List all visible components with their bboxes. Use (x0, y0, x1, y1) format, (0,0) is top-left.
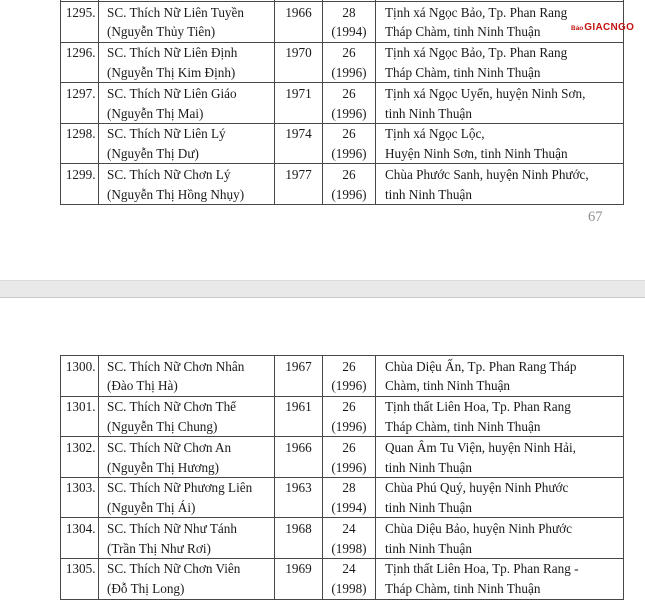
age-value: 26 (342, 358, 356, 374)
ordination-year: (1996) (331, 378, 367, 394)
name-cell (99, 437, 275, 478)
ordination-year: (1998) (331, 581, 367, 597)
watermark-title: GIACNGO (584, 22, 635, 33)
address-cell (376, 559, 624, 600)
address-line1: Chùa Diệu Ấn, Tp. Phan Rang Tháp (385, 358, 577, 374)
secular-name: (Nguyễn Thị Kim Định) (107, 65, 236, 80)
ordination-table-page-68 (60, 355, 624, 600)
birth-year-cell: 1963 (275, 478, 323, 519)
ordination-year: (1998) (331, 540, 367, 556)
row-number: 1300. (61, 356, 99, 397)
address-line2: Tháp Chàm, tinh Ninh Thuận (385, 65, 541, 80)
watermark-prefix: Báo (571, 25, 584, 32)
dharma-name: SC. Thích Nữ Liên Giáo (107, 85, 237, 101)
table-row (61, 2, 624, 43)
page-number: 67 (588, 209, 603, 225)
dharma-name: SC. Thích Nữ Chơn Lý (107, 166, 231, 182)
age-cell (323, 437, 376, 478)
dharma-name: SC. Thích Nữ Chơn Nhân (107, 358, 245, 374)
age-cell (323, 43, 376, 84)
ordination-year: (1994) (331, 24, 367, 40)
secular-name: (Nguyễn Thị Ái) (107, 500, 196, 516)
dharma-name: SC. Thích Nữ Chơn An (107, 439, 232, 455)
address-line1: Chùa Phước Sanh, huyện Ninh Phước, (385, 166, 589, 182)
age-value: 24 (342, 561, 356, 577)
secular-name: (Nguyễn Thị Hương) (107, 459, 220, 475)
age-value: 28 (342, 4, 356, 20)
dharma-name: SC. Thích Nữ Như Tánh (107, 520, 237, 536)
address-line1: Tịnh xá Ngọc Bảo, Tp. Phan Rang (385, 45, 568, 61)
address-line2: Chàm, tinh Ninh Thuận (385, 378, 511, 394)
ordination-year: (1996) (331, 105, 367, 121)
birth-year-cell: 1966 (275, 437, 323, 478)
secular-name: (Nguyễn Thị Mai) (107, 105, 204, 121)
secular-name: (Nguyễn Thị Hồng Nhụy) (107, 186, 245, 202)
table-row (61, 478, 624, 519)
secular-name: (Nguyễn Thị Dư) (107, 146, 199, 162)
ordination-year: (1996) (331, 419, 367, 434)
address-line1: Tịnh xá Ngọc Lộc, (385, 126, 485, 142)
address-cell (376, 83, 624, 124)
dharma-name: SC. Thích Nữ Chơn Viên (107, 561, 241, 577)
age-value: 26 (342, 399, 356, 415)
row-number: 1304. (61, 518, 99, 559)
address-line2: tinh Ninh Thuận (385, 186, 472, 202)
birth-year-cell: 1968 (275, 518, 323, 559)
age-value: 26 (342, 126, 356, 142)
age-cell (323, 124, 376, 165)
table-row (61, 437, 624, 478)
name-cell (99, 43, 275, 84)
age-value: 26 (342, 45, 356, 61)
birth-year-cell: 1966 (275, 2, 323, 43)
row-number: 1296. (61, 43, 99, 84)
row-number: 1301. (61, 397, 99, 438)
address-line2: tinh Ninh Thuận (385, 105, 472, 121)
secular-name: (Nguyễn Thủy Tiên) (107, 24, 216, 40)
age-value: 26 (342, 166, 356, 182)
name-cell (99, 83, 275, 124)
page-separator (0, 280, 645, 298)
address-line1: Tịnh xá Ngọc Uyển, huyện Ninh Sơn, (385, 85, 586, 101)
birth-year-cell: 1977 (275, 164, 323, 205)
row-number: 1305. (61, 559, 99, 600)
name-cell (99, 478, 275, 519)
address-cell (376, 43, 624, 84)
birth-year-cell: 1970 (275, 43, 323, 84)
address-line1: Tịnh xá Ngọc Bảo, Tp. Phan Rang (385, 4, 568, 20)
birth-year-cell: 1971 (275, 83, 323, 124)
secular-name: (Trần Thị Như Rơi) (107, 540, 211, 556)
address-cell (376, 164, 624, 205)
table-row (61, 164, 624, 205)
ordination-year: (1996) (331, 186, 367, 202)
table-row (61, 559, 624, 600)
age-cell (323, 356, 376, 397)
birth-year-cell: 1961 (275, 397, 323, 438)
secular-name: (Nguyễn Thị Chung) (107, 419, 218, 434)
name-cell (99, 124, 275, 165)
dharma-name: SC. Thích Nữ Chơn Thể (107, 399, 237, 415)
address-cell (376, 518, 624, 559)
address-line2: tinh Ninh Thuận (385, 500, 472, 516)
row-number: 1302. (61, 437, 99, 478)
birth-year-cell: 1974 (275, 124, 323, 165)
address-cell (376, 397, 624, 438)
row-number: 1303. (61, 478, 99, 519)
name-cell (99, 518, 275, 559)
table-row (61, 356, 624, 397)
ordination-year: (1994) (331, 500, 367, 516)
address-cell (376, 124, 624, 165)
table-row (61, 397, 624, 438)
table-row (61, 518, 624, 559)
name-cell (99, 2, 275, 43)
address-cell (376, 356, 624, 397)
row-number: 1299. (61, 164, 99, 205)
address-cell (376, 437, 624, 478)
row-number: 1297. (61, 83, 99, 124)
ordination-year: (1996) (331, 65, 367, 80)
age-cell (323, 478, 376, 519)
address-cell (376, 478, 624, 519)
dharma-name: SC. Thích Nữ Liên Lý (107, 126, 226, 142)
age-value: 24 (342, 520, 356, 536)
address-line1: Chùa Phú Quý, huyện Ninh Phước (385, 480, 569, 496)
address-line2: Tháp Chàm, tinh Ninh Thuận (385, 581, 541, 597)
ordination-year: (1996) (331, 146, 367, 162)
age-cell (323, 2, 376, 43)
table-row (61, 83, 624, 124)
secular-name: (Đào Thị Hà) (107, 378, 178, 394)
address-line1: Quan Âm Tu Viện, huyện Ninh Hải, (385, 439, 576, 455)
dharma-name: SC. Thích Nữ Liên Định (107, 45, 238, 61)
name-cell (99, 356, 275, 397)
row-number: 1295. (61, 2, 99, 43)
age-value: 26 (342, 85, 356, 101)
table-row (61, 43, 624, 84)
secular-name: (Đỗ Thị Long) (107, 581, 185, 597)
row-number: 1298. (61, 124, 99, 165)
address-line2: Huyện Ninh Sơn, tinh Ninh Thuận (385, 146, 568, 162)
dharma-name: SC. Thích Nữ Liên Tuyền (107, 4, 244, 20)
age-cell (323, 559, 376, 600)
name-cell (99, 164, 275, 205)
address-line2: Tháp Chàm, tinh Ninh Thuận (385, 419, 541, 434)
ordination-table-page-67 (60, 0, 624, 205)
age-value: 26 (342, 439, 356, 455)
giacngo-watermark (571, 17, 634, 35)
address-line2: tinh Ninh Thuận (385, 540, 472, 556)
address-line2: Tháp Chàm, tinh Ninh Thuận (385, 24, 541, 40)
age-cell (323, 164, 376, 205)
age-cell (323, 83, 376, 124)
age-cell (323, 518, 376, 559)
dharma-name: SC. Thích Nữ Phương Liên (107, 480, 253, 496)
birth-year-cell: 1969 (275, 559, 323, 600)
ordination-year: (1996) (331, 459, 367, 475)
address-line1: Tịnh thất Liên Hoa, Tp. Phan Rang (385, 399, 571, 415)
table-row (61, 124, 624, 165)
birth-year-cell: 1967 (275, 356, 323, 397)
age-value: 28 (342, 480, 356, 496)
address-line1: Chùa Diệu Bảo, huyện Ninh Phước (385, 520, 573, 536)
age-cell (323, 397, 376, 438)
address-line1: Tịnh thất Liên Hoa, Tp. Phan Rang - (385, 561, 579, 577)
name-cell (99, 559, 275, 600)
address-line2: tinh Ninh Thuận (385, 459, 472, 475)
name-cell (99, 397, 275, 438)
